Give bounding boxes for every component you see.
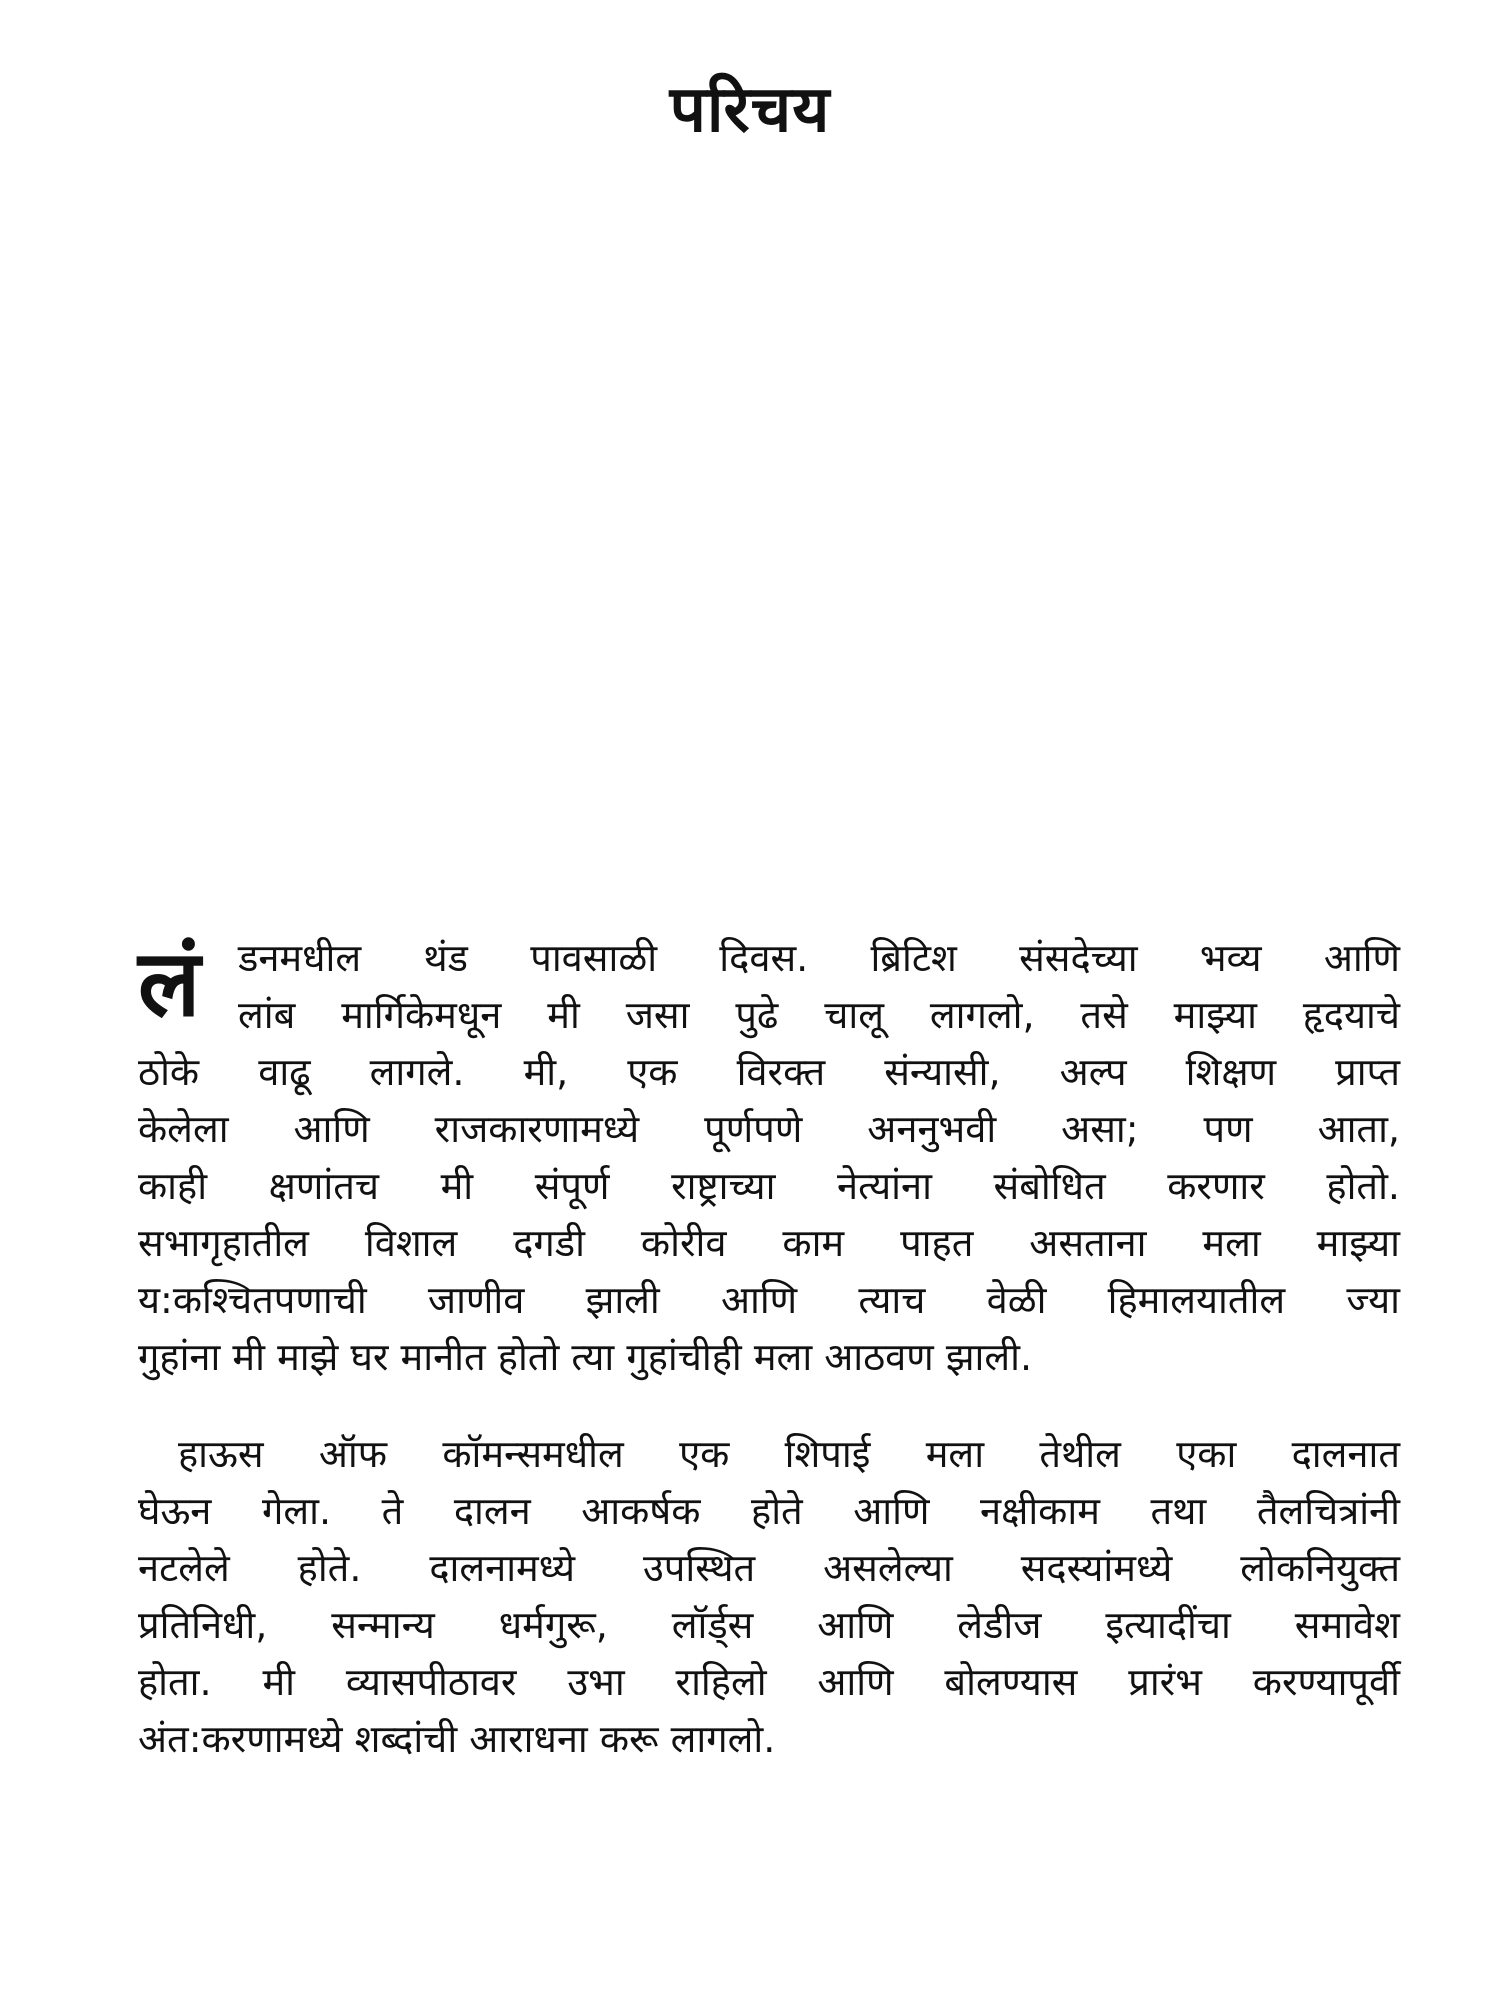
paragraph-line: अंत:करणामध्ये शब्दांची आराधना करू लागलो. xyxy=(138,1717,776,1761)
paragraph-line: होता. मी व्यासपीठावर उभा राहिलो आणि बोलण्यास प्रारंभ करण्यापूर्वी xyxy=(138,1660,1400,1704)
paragraph-line: हाऊस ऑफ कॉमन्समधील एक शिपाई मला तेथील एका दालनात xyxy=(178,1432,1400,1476)
paragraph-line: डनमधील थंड पावसाळी दिवस. ब्रिटिश संसदेच्या भव्य आणि xyxy=(238,936,1400,980)
paragraph-line: य:कश्चितपणाची जाणीव झाली आणि त्याच वेळी हिमालयातील ज्या xyxy=(138,1278,1400,1322)
paragraph-line: केलेला आणि राजकारणामध्ये पूर्णपणे अननुभवी असा; पण आता, xyxy=(138,1107,1400,1151)
paragraph-line: घेऊन गेला. ते दालन आकर्षक होते आणि नक्षीकाम तथा तैलचित्रांनी xyxy=(138,1489,1400,1533)
body-text xyxy=(138,930,1400,1768)
paragraph-2 xyxy=(138,1426,1400,1768)
paragraph-line: नटलेले होते. दालनामध्ये उपस्थित असलेल्या सदस्यांमध्ये लोकनियुक्त xyxy=(138,1546,1400,1590)
chapter-title: परिचय xyxy=(669,72,831,147)
paragraph-line: गुहांना मी माझे घर मानीत होतो त्या गुहांचीही मला आठवण झाली. xyxy=(138,1335,1033,1379)
paragraph-1 xyxy=(138,930,1400,1386)
paragraph-line: प्रतिनिधी, सन्मान्य धर्मगुरू, लॉर्ड्स आणि लेडीज इत्यादींचा समावेश xyxy=(138,1603,1400,1647)
paragraph-line: लांब मार्गिकेमधून मी जसा पुढे चालू लागलो, तसे माझ्या हृदयाचे xyxy=(238,993,1400,1037)
paragraph-line: ठोके वाढू लागले. मी, एक विरक्त संन्यासी, अल्प शिक्षण प्राप्त xyxy=(138,1050,1400,1094)
paragraph-line: सभागृहातील विशाल दगडी कोरीव काम पाहत असताना मला माझ्या xyxy=(138,1221,1400,1265)
paragraph-line: काही क्षणांतच मी संपूर्ण राष्ट्राच्या नेत्यांना संबोधित करणार होतो. xyxy=(138,1164,1400,1208)
drop-cap: लं xyxy=(138,930,201,1037)
